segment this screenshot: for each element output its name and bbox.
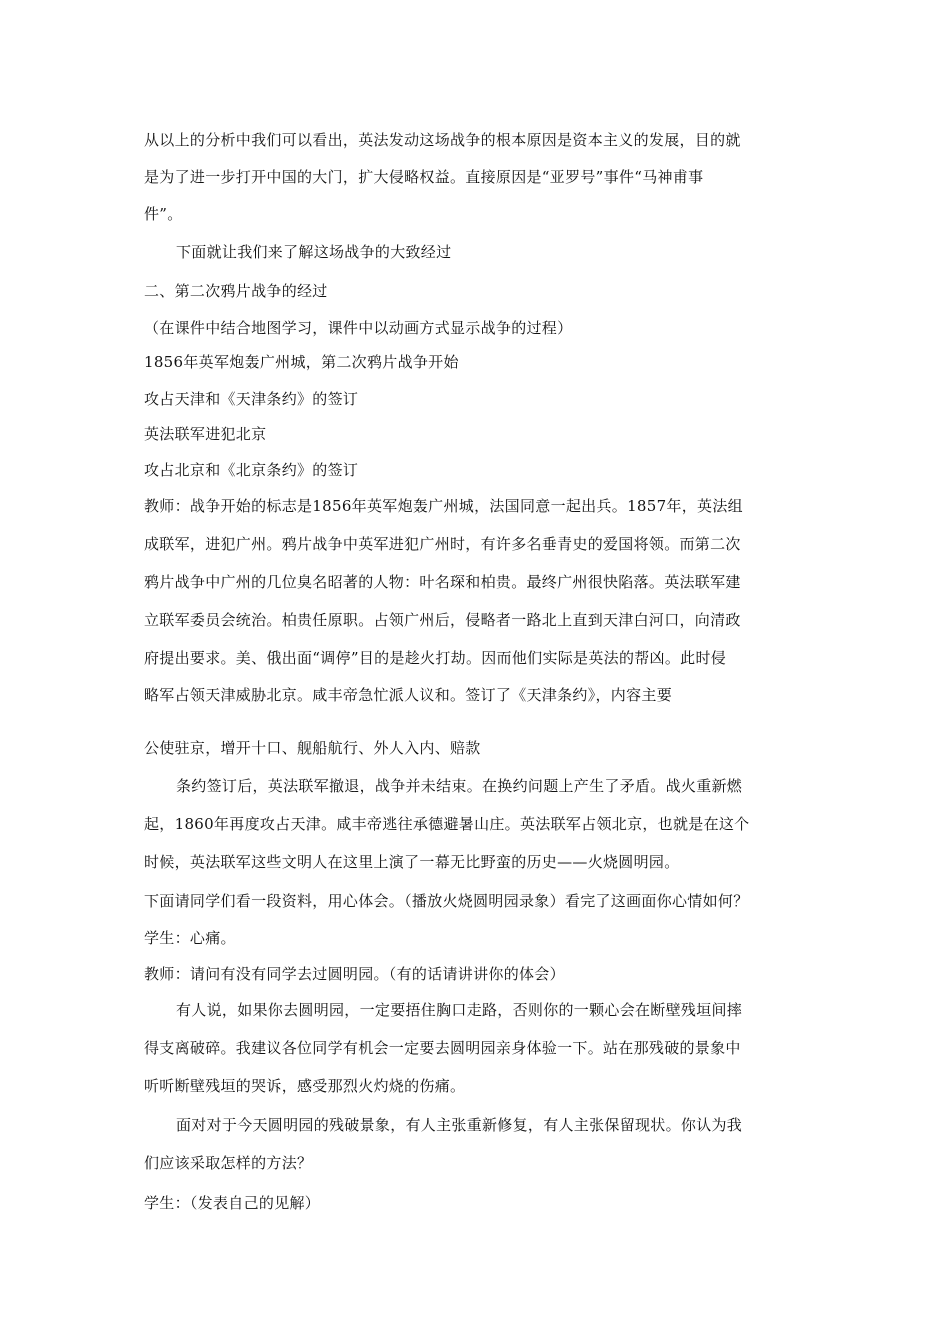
text-line: 起，1860年再度攻占天津。咸丰帝逃往承德避暑山庄。英法联军占领北京，也就是在这个	[144, 815, 750, 833]
outline-item: 攻占天津和《天津条约》的签订	[144, 390, 359, 408]
text-line: 是为了进一步打开中国的大门，扩大侵略权益。直接原因是“亚罗号”事件“马神甫事	[144, 168, 704, 186]
outline-item: 攻占北京和《北京条约》的签订	[144, 461, 359, 479]
text-line: 教师：请问有没有同学去过圆明园。（有的话请讲讲你的体会）	[144, 965, 565, 983]
text-line: 下面就让我们来了解这场战争的大致经过	[176, 243, 452, 261]
text-line: 略军占领天津威胁北京。咸丰帝急忙派人议和。签订了《天津条约》，内容主要	[144, 686, 673, 704]
text-line: 时候，英法联军这些文明人在这里上演了一幕无比野蛮的历史——火烧圆明园。	[144, 853, 680, 871]
text-line: 得支离破碎。我建议各位同学有机会一定要去圆明园亲身体验一下。站在那残破的景象中	[144, 1039, 741, 1057]
text-line: 从以上的分析中我们可以看出，英法发动这场战争的根本原因是资本主义的发展，目的就	[144, 131, 741, 149]
text-line: 们应该采取怎样的方法？	[144, 1154, 313, 1172]
text-line: 下面请同学们看一段资料，用心体会。（播放火烧圆明园录象）看完了这画面你心情如何？	[144, 892, 749, 910]
text-line: 面对对于今天圆明园的残破景象，有人主张重新修复，有人主张保留现状。你认为我	[176, 1116, 743, 1134]
text-line: 鸦片战争中广州的几位臭名昭著的人物：叶名琛和柏贵。最终广州很快陷落。英法联军建	[144, 573, 741, 591]
text-line: 立联军委员会统治。柏贵任原职。占领广州后，侵略者一路北上直到天津白河口，向清政	[144, 611, 741, 629]
text-line: 学生：心痛。	[144, 929, 236, 947]
text-line: 学生：（发表自己的见解）	[144, 1194, 321, 1212]
text-line: 条约签订后，英法联军撤退，战争并未结束。在换约问题上产生了矛盾。战火重新燃	[176, 777, 743, 795]
text-line: 公使驻京，增开十口、舰船航行、外人入内、赔款	[144, 739, 481, 757]
text-line: 有人说，如果你去圆明园，一定要捂住胸口走路，否则你的一颗心会在断壁残垣间摔	[176, 1001, 743, 1019]
text-line: 听听断壁残垣的哭诉，感受那烈火灼烧的伤痛。	[144, 1077, 466, 1095]
section-heading: 二、第二次鸦片战争的经过	[144, 282, 328, 300]
text-line: 教师：战争开始的标志是1856年英军炮轰广州城，法国同意一起出兵。1857年，英法组	[144, 497, 743, 515]
text-line: 件”。	[144, 205, 183, 223]
text-line: 府提出要求。美、俄出面“调停”目的是趁火打劫。因而他们实际是英法的帮凶。此时侵	[144, 649, 727, 667]
outline-item: 1856年英军炮轰广州城，第二次鸦片战争开始	[144, 353, 459, 371]
text-line: （在课件中结合地图学习，课件中以动画方式显示战争的过程）	[144, 319, 573, 337]
text-line: 成联军，进犯广州。鸦片战争中英军进犯广州时，有许多名垂青史的爱国将领。而第二次	[144, 535, 741, 553]
outline-item: 英法联军进犯北京	[144, 425, 267, 443]
